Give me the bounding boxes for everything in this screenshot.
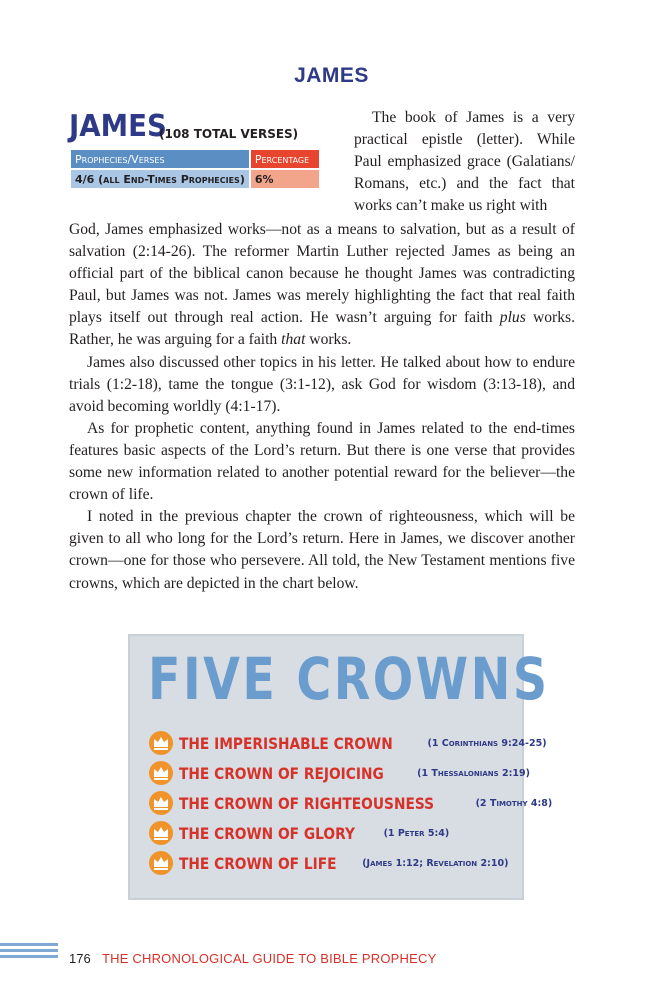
footer-bar <box>0 943 58 946</box>
stats-table <box>69 148 321 190</box>
footer-bar <box>0 949 58 952</box>
crown-reference: (2 Timothy 4:8) <box>475 797 553 809</box>
crown-name: THE IMPERISHABLE CROWN <box>179 733 393 753</box>
crown-reference: (1 Thessalonians 2:19) <box>417 767 530 779</box>
prophecies-value: 4/6 (all End-Times Prophecies) <box>71 170 249 188</box>
col-percentage-header: Percentage <box>251 150 319 168</box>
crown-icon <box>149 851 173 875</box>
crown-icon <box>149 821 173 845</box>
paragraph-prophetic: As for prophetic content, anything found in James related to the end-times features basic aspects of the Lord’s return. But there is one verse that provides some new information related to another potential reward for the believer—the crown of life. <box>69 419 575 504</box>
crown-item <box>149 790 552 816</box>
percentage-value: 6% <box>251 170 319 188</box>
crown-icon <box>149 731 173 755</box>
main-column <box>69 219 575 595</box>
stats-value-row <box>71 170 319 188</box>
book-stats-box <box>69 110 319 190</box>
paragraph-works-b: works. Rather, he was arguing for a faith <box>69 309 575 349</box>
intro-paragraph: The book of James is a very practical epistle (letter). While Paul emphasized grace (Galatians/ Romans, etc.) and the fact that works can’t make us right with <box>354 109 575 215</box>
crown-name: THE CROWN OF RIGHTEOUSNESS <box>179 793 435 813</box>
chapter-heading: JAMES <box>294 64 369 87</box>
footer-decoration <box>0 943 58 961</box>
five-crowns-chart <box>128 634 553 900</box>
crown-reference: (James 1:12; Revelation 2:10) <box>362 857 509 869</box>
stats-header-row <box>71 150 319 168</box>
total-verses: (108 TOTAL VERSES) <box>159 127 299 141</box>
book-name: JAMES <box>69 109 167 144</box>
page-number: 176 <box>69 951 91 966</box>
crown-name: THE CROWN OF REJOICING <box>179 763 384 783</box>
col-prophecies-header: Prophecies/Verses <box>71 150 249 168</box>
crown-item <box>149 760 530 786</box>
wrap-column <box>354 107 575 217</box>
crown-icon <box>149 761 173 785</box>
crown-icon <box>149 791 173 815</box>
crown-name: THE CROWN OF LIFE <box>179 853 337 873</box>
paragraph-works <box>69 219 575 352</box>
paragraph-crowns-intro: I noted in the previous chapter the crown of righteousness, which will be given to all who long for the Lord’s return. Here in James, we discover another crown—one for those who persevere. All told, the New Testament mentions five crowns, which are depicted in the chart below. <box>69 508 575 592</box>
paragraph-works-a: God, James emphasized works—not as a means to salvation, but as a result of salvation (2:14-26). The reformer Martin Luther rejected James as being an official part of the biblical canon because he thought James was contradicting Paul, but James was not. James was merely highlighting the fact that real faith plays itself out through real action. He wasn’t arguing for faith <box>69 221 575 327</box>
paragraph-works-c: works. <box>305 331 352 349</box>
paragraph-topics: James also discussed other topics in his letter. He talked about how to endure trials (1:2-18), tame the tongue (3:1-12), ask God for wisdom (3:13-18), and avoid becoming worldly (4:1-17). <box>69 353 575 415</box>
crown-item <box>149 850 508 876</box>
footer-bar <box>0 955 58 958</box>
crown-reference: (1 Peter 5:4) <box>383 827 450 839</box>
running-title: THE CHRONOLOGICAL GUIDE TO BIBLE PROPHECY <box>102 951 437 966</box>
crown-item <box>149 820 449 846</box>
crowns-title: FIVE CROWNS <box>148 645 550 713</box>
emphasis-plus: plus <box>499 309 526 327</box>
crown-reference: (1 Corinthians 9:24-25) <box>427 737 547 749</box>
crown-name: THE CROWN OF GLORY <box>179 823 355 843</box>
crown-item <box>149 730 547 756</box>
emphasis-that: that <box>281 331 306 349</box>
